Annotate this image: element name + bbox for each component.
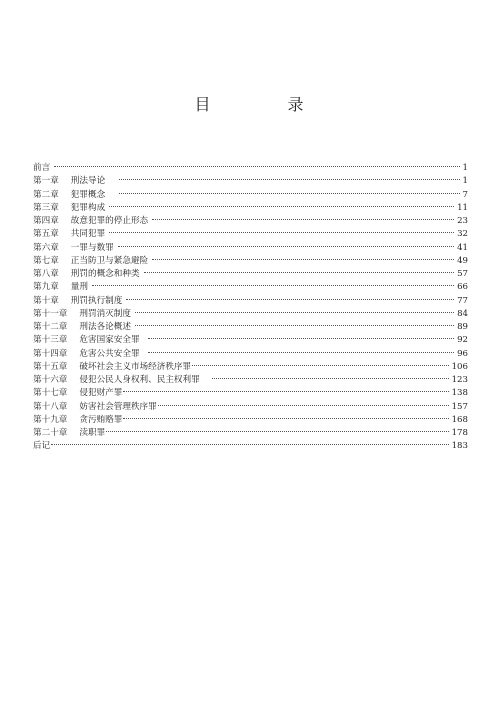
toc-chapter-number: 第十八章 [33, 401, 68, 412]
toc-leader-dots [106, 422, 448, 435]
toc-chapter-title: 妨害社会管理秩序罪 [79, 401, 157, 412]
toc-chapter-title: 一罪与数罪 [70, 242, 114, 253]
toc-page-number: 11 [457, 202, 468, 213]
toc-page-number: 49 [457, 255, 468, 266]
toc-page-number: 66 [457, 282, 468, 293]
toc-page-number: 1 [462, 176, 468, 187]
toc-chapter-number: 第十六章 [33, 375, 68, 385]
toc-entry[interactable] [33, 170, 468, 187]
toc-chapter-number: 第十七章 [33, 388, 68, 399]
table-of-contents [33, 157, 468, 452]
toc-page-number: 84 [457, 308, 468, 319]
toc-chapter-number: 第四章 [33, 216, 59, 226]
toc-chapter-title: 刑法导论 [70, 176, 106, 187]
toc-chapter-number: 后记 [33, 441, 51, 452]
toc-chapter-title: 刑罚的概念和种类 [70, 269, 140, 279]
toc-chapter-number: 第二十章 [33, 428, 68, 438]
toc-chapter-title: 犯罪概念 [70, 189, 106, 200]
toc-chapter-title: 刑罚执行制度 [70, 295, 123, 306]
toc-page-number: 1 [462, 163, 468, 173]
toc-leader-dots [212, 369, 449, 382]
toc-chapter-number: 第十章 [33, 295, 59, 306]
toc-leader-dots [54, 157, 459, 170]
toc-chapter-number: 第十五章 [33, 361, 68, 372]
toc-chapter-title: 正当防卫与紧急避险 [70, 255, 149, 266]
toc-chapter-number: 第六章 [33, 242, 59, 253]
toc-chapter-number: 第一章 [33, 176, 59, 187]
toc-leader-dots [126, 290, 454, 303]
toc-leader-dots [118, 237, 454, 250]
toc-chapter-number: 前言 [33, 163, 51, 173]
toc-page-number: 178 [451, 428, 468, 438]
toc-page-number: 7 [462, 189, 468, 200]
toc-chapter-number: 第九章 [33, 282, 59, 293]
toc-chapter-title: 共同犯罪 [70, 229, 106, 240]
toc-page-number: 92 [457, 335, 468, 346]
toc-page-number: 41 [457, 242, 468, 253]
toc-chapter-title: 犯罪构成 [70, 202, 106, 213]
toc-chapter-title: 危害国家安全罪 [79, 335, 140, 346]
toc-chapter-number: 第八章 [33, 269, 59, 279]
toc-leader-dots [152, 250, 454, 263]
toc-leader-dots [192, 356, 448, 369]
toc-leader-dots [119, 184, 459, 197]
toc-chapter-title: 贪污贿赂罪 [79, 414, 123, 425]
toc-chapter-title: 故意犯罪的停止形态 [70, 216, 149, 226]
toc-chapter-title: 侵犯公民人身权利、民主权利罪 [79, 375, 200, 385]
toc-page-number: 96 [457, 348, 468, 359]
toc-page-number: 168 [451, 414, 468, 425]
toc-chapter-title: 渎职罪 [79, 428, 106, 438]
toc-leader-dots [123, 382, 448, 395]
toc-page-number: 183 [451, 441, 468, 452]
toc-leader-dots [123, 409, 448, 422]
toc-entry[interactable] [33, 290, 468, 306]
toc-chapter-title: 刑罚消灭制度 [79, 308, 131, 319]
toc-leader-dots [148, 329, 455, 342]
toc-leader-dots [148, 343, 455, 356]
toc-chapter-title: 量刑 [70, 282, 88, 293]
toc-leader-dots [144, 263, 455, 276]
toc-page-number: 89 [457, 322, 468, 332]
toc-page-number: 23 [457, 216, 468, 226]
toc-chapter-number: 第五章 [33, 229, 59, 240]
page-title: 目 录 [194, 95, 340, 114]
toc-leader-dots [51, 435, 448, 448]
toc-page-number: 106 [451, 361, 468, 372]
toc-page-number: 123 [451, 375, 468, 385]
toc-entry[interactable] [33, 435, 468, 452]
toc-chapter-number: 第十一章 [33, 308, 68, 319]
toc-leader-dots [135, 316, 454, 329]
toc-entry[interactable] [33, 276, 468, 293]
toc-chapter-number: 第七章 [33, 255, 59, 266]
toc-page-number: 157 [451, 401, 468, 412]
toc-page-number: 138 [451, 388, 468, 399]
toc-leader-dots [109, 223, 454, 236]
toc-chapter-title: 刑法各论概述 [79, 322, 131, 332]
toc-chapter-number: 第三章 [33, 202, 59, 213]
toc-entry[interactable] [33, 157, 468, 173]
toc-chapter-number: 第十二章 [33, 322, 68, 332]
toc-page-number: 77 [457, 295, 468, 306]
toc-leader-dots [109, 197, 454, 210]
toc-leader-dots [119, 170, 459, 183]
toc-page-number: 57 [457, 269, 468, 279]
toc-leader-dots [158, 396, 449, 409]
toc-chapter-title: 破坏社会主义市场经济秩序罪 [79, 361, 192, 372]
toc-chapter-number: 第二章 [33, 189, 59, 200]
toc-leader-dots [135, 303, 454, 316]
toc-chapter-title: 危害公共安全罪 [79, 348, 140, 359]
toc-leader-dots [152, 210, 454, 223]
toc-chapter-number: 第十九章 [33, 414, 68, 425]
toc-chapter-title: 侵犯财产罪 [79, 388, 123, 399]
toc-leader-dots [92, 276, 454, 289]
toc-chapter-number: 第十三章 [33, 335, 68, 346]
toc-page-number: 32 [457, 229, 468, 240]
toc-chapter-number: 第十四章 [33, 348, 68, 359]
